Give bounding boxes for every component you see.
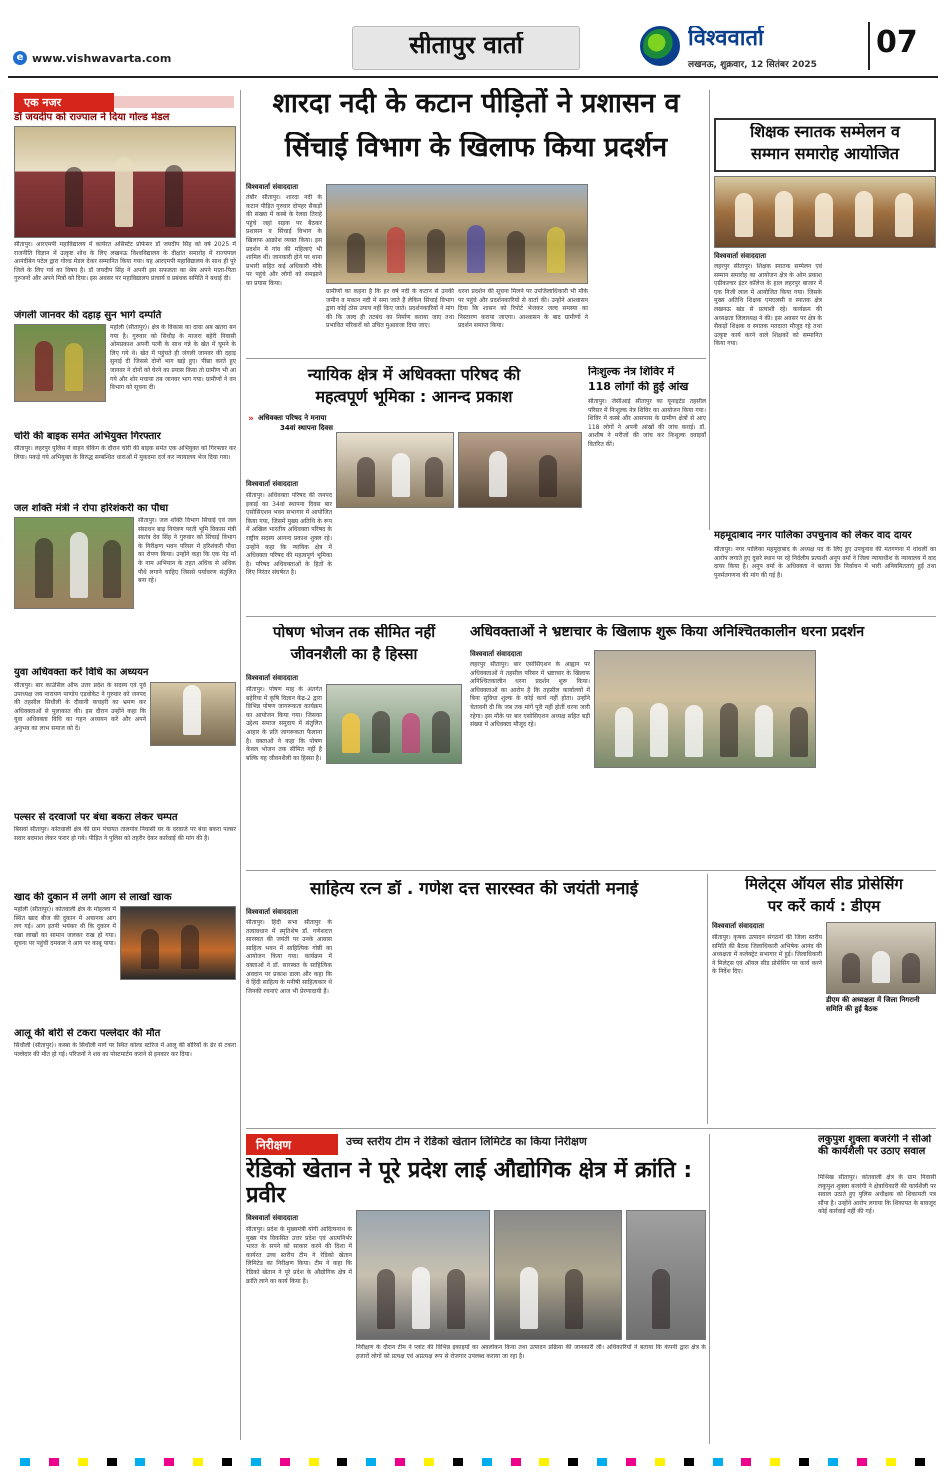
lead-headline-2: सिंचाई विभाग के खिलाफ किया प्रदर्शन <box>284 132 668 163</box>
rediko-photo-3 <box>626 1210 706 1340</box>
poshan-body-b <box>326 768 462 866</box>
right-col-divider <box>709 90 710 530</box>
lead-body-d <box>592 184 706 354</box>
rediko-body-2: निरीक्षण के दौरान टीम ने प्लांट की विभिन्न इकाइयों का अवलोकन किया तथा उत्पादन प्रक्रिया की जानकारी ली। अधिकारियों ने बताया कि कंपनी द्वारा क्षेत्र के हजारों लोगों को प्रत्यक्ष एवं अप्रत्यक्ष रूप से रोजगार उपलब्ध कराया जा रहा है। <box>356 1344 706 1360</box>
millets-body: सीतापुर। कृषक उत्पादन संगठनों की जिला स्तरीय समिति की बैठक जिलाधिकारी अभिषेक आनंद की अध्यक्षता में कलेक्ट्रेट सभागार में हुई। जिलाधिकारी ने मिलेट्स एवं ऑयल सीड प्रोसेसिंग पर कार्य करने के निर्देश दिए। <box>712 934 822 976</box>
rediko-continued <box>714 1134 814 1442</box>
lucky-body: मिश्रिख सीतापुर। कोतवाली क्षेत्र के ग्राम निवासी लकुपुश शुक्ला बजरंगी ने क्षेत्राधिकारी की कार्यशैली पर सवाल उठाते हुए पुलिस अधीक्षक को शिकायती पत्र सौंपा है। उन्होंने आरोप लगाया कि शिकायत के बावजूद कोई कार्रवाई नहीं की गई। <box>818 1174 936 1216</box>
s2-body: महोली (सीतापुर)। क्षेत्र के विकास का दावा अब खतरा बन गया है। गुरुवार को सिधौड़ के माजरा बहेरी निवासी ओमप्रकाश अपनी पत्नी के साथ गन्ने के खेत में घूमने के लिए गये थे। खेत में पहुंचते ही जंगली जानवर की दहाड़ सुनाई दी जिससे दोनों भाग खड़े हुए। पीछा करते हुए जानवर ने दोनों को घेरने का प्रयास किया तो ग्रामीण भी आ गये और शोर मचाया तब जानवर भाग गया। ग्रामीणों ने वन विभाग को सूचना दी। <box>110 324 236 392</box>
advocate-pull-1: अधिवक्ता परिषद ने मनाया <box>258 414 327 422</box>
dateline: लखनऊ, शुक्रवार, 12 सितंबर 2025 <box>688 60 817 70</box>
s5-title: युवा अधिवक्ता करें विधि का अध्ययन <box>14 667 149 678</box>
eyecamp-headline-2: 118 लोगों की हुई आंख <box>588 381 689 393</box>
s6-body: बिसवां सीतापुर। कोतवाली क्षेत्र की ग्राम पंचायत तालगांव निवासी घर के दरवाजे पर बंधा बकरा पल्सर सवार बदमाश लेकर फरार हो गये। पीड़ित ने पुलिस को तहरीर देकर कार्रवाई की मांग की है। <box>14 826 236 842</box>
s7-body: महोली (सीतापुर)। कोतवाली क्षेत्र के मोहल्ला में स्थित खाद बीज की दुकान में अचानक आग लग गई। आग इतनी भयंकर थी कि दुकान में रखा लाखों का सामान जलकर राख हो गया। सूचना पर पहुंची दमकल ने आग पर काबू पाया। <box>14 906 116 948</box>
rediko-body: सीतापुर। प्रदेश के मुख्यमंत्री योगी आदित्यनाथ के मुख्य मंत्र विकसित उत्तर प्रदेश एवं आत्मनिर्भर भारत के सपने को साकार करने की दिशा में कार्यरत उच्च स्तरीय टीम ने रेडिको खेतान लिमिटेड का निरीक्षण किया। टीम ने कहा कि रेडिको खेतान ने पूरे प्रदेश के औद्योगिक क्षेत्र में क्रांति लाने का कार्य किया है। <box>246 1226 352 1285</box>
lead-body-a: तंबौर सीतापुर। शारदा नदी के कटान पीड़ित गुरुवार दोपहर सैकड़ों की संख्या में कस्बे के रेलवा तिराहे पहुंचे जहां सड़क पर बैठकर प्रशासन व सिंचाई विभाग के खिलाफ आक्रोश व्यक्त किया। इस प्रदर्शन में गांव की महिलाएं भी शामिल थीं। जानकारी होने पर थाना प्रभारी सहित कई अधिकारी मौके पर पहुंचे और लोगों को समझाने का प्रयास किया। <box>246 194 322 287</box>
poshan-body: सीतापुर। पोषण माह के अंतर्गत बहेरिया में कृषि विज्ञान केंद्र-2 द्वारा विभिन्न पोषण जागरूकता कार्यक्रम का आयोजन किया गया। जिसका उद्देश्य समाज समुदाय में संतुलित आहार के प्रति जागरूकता फैलाना है। वक्ताओं ने कहा कि पोषण केवल भोजन तक सीमित नहीं है बल्कि यह जीवनशैली का हिस्सा है। <box>246 686 322 762</box>
site-url[interactable]: www.vishwavarta.com <box>32 52 172 65</box>
s6-title: पल्सर से दरवाजों पर बंधा बकरा लेकर चम्पत <box>14 812 178 823</box>
color-registration-bar <box>0 1458 945 1468</box>
lead-headline-1: शारदा नदी के कटान पीड़ितों ने प्रशासन व <box>272 88 680 119</box>
dharna-body-c <box>470 770 816 866</box>
rediko-kicker: उच्च स्तरीय टीम ने रेडिको खेतान लिमिटेड का किया निरीक्षण <box>346 1136 587 1148</box>
ganesh-headline: साहित्य रत्न डॉ . गणेश दत्त सारस्वत की जयंती मनाई <box>309 880 639 899</box>
url-icon: e <box>13 51 27 65</box>
lucky-headline: लकुपुश शुक्ला बजरंगी ने सीओ की कार्यशैली पर उठाए सवाल <box>818 1134 932 1157</box>
shikshak-body-cont <box>826 252 936 521</box>
dharna-dateline: विश्ववार्ता संवाददाता <box>470 650 523 658</box>
s1-body: सीतापुर। आरएमपी महाविद्यालय में कार्यरत असिस्टेंट प्रोफेसर डॉ जयदीप सिंह को वर्ष 2025 में राजनीति विज्ञान में उत्कृष्ट शोध के लिए लखनऊ विश्वविद्यालय के दीक्षांत समारोह में राज्यपाल आनंदीबेन पटेल द्वारा गोल्ड मेडल देकर सम्मानित किया गया। यह आरएमपी महाविद्यालय के साथ ही पूरे जिले के लिए गर्व का विषय है। डॉ जयदीप सिंह ने अपनी इस सफलता का श्रेय अपने माता-पिता गुरुजनों और अपने मित्रों को दिया। इस अवसर पर महाविद्यालय प्राचार्य व प्रबंधक समिति ने बधाई दी। <box>14 241 236 283</box>
dharna-headline: अधिवक्ताओं ने भ्रष्टाचार के खिलाफ शुरू किया अनिश्चितकालीन धरना प्रदर्शन <box>470 624 865 640</box>
mid-rule <box>246 616 936 617</box>
eyecamp-headline-1: निःशुल्क नेत्र शिविर में <box>588 366 675 378</box>
ganesh-body-d <box>524 908 614 1123</box>
millets-body-b <box>826 1018 936 1124</box>
advocate-body-b <box>336 512 456 612</box>
s1-photo <box>14 126 236 238</box>
ganesh-body-c <box>430 908 520 1123</box>
dharna-body-b <box>820 650 936 866</box>
shikshak-dateline: विश्ववार्ता संवाददाता <box>714 252 767 260</box>
s7-title: खाद की दुकान में लगी आग से लाखों खाक <box>14 892 172 903</box>
lead-photo <box>326 184 588 284</box>
header-rule <box>8 76 938 78</box>
ganesh-dateline: विश्ववार्ता संवाददाता <box>246 908 299 916</box>
s4-photo <box>14 517 134 609</box>
shikshak-headline-1: शिक्षक स्नातक सम्मेलन व <box>750 123 900 141</box>
millets-caption: डीएम की अध्यक्षता में जिला निगरानी समिति की हुई बैठक <box>826 996 920 1013</box>
s1-title: डॉ जयदीप को राज्पाल ने दिया गोल्ड मेडल <box>14 112 170 123</box>
advocate-pull-2: 34वां स्थापना दिवस <box>280 424 334 432</box>
ganesh-body: सीतापुर। हिंदी सभा सीतापुर के तत्वावधान में स्मृतिशेष डॉ. गणेशदत्त सारस्वत की जयंती पर उनके आवास साहित्य भवन में साहित्यिक गोष्ठी का आयोजन किया गया। कार्यक्रम में वक्ताओं ने डॉ. सारस्वत के साहित्यिक अवदान पर प्रकाश डाला और कहा कि वे हिंदी साहित्य के मनीषी साहित्यकार थे जिनकी रचनाएं आज भी प्रेरणादायी हैं। <box>246 919 332 995</box>
s3-body: सीतापुर। लहरपुर पुलिस ने वाहन चेकिंग के दौरान चोरी की बाइक समेत एक अभियुक्त को गिरफ्तार कर लिया। पकड़े गये अभियुक्त के विरुद्ध सम्बन्धित धाराओं में मुकदमा दर्ज कर न्यायालय भेज दिया गया। <box>14 445 236 461</box>
brand-name: विश्ववार्ता <box>688 26 764 51</box>
s4-title: जल शक्ति मंत्री ने रोपा हरिशंकरी का पौधा <box>14 503 169 514</box>
poshan-photo <box>326 684 462 764</box>
advocate-photo-1 <box>336 432 454 508</box>
millets-dateline: विश्ववार्ता संवाददाता <box>712 922 765 930</box>
s8-body: सिधौली (सीतापुर)। कस्बा के सिधौली मार्ग पर स्थित कोल्ड स्टोरेज में आलू की बोरियाँ के ढेर से टकरा पल्लेदार की मौत हो गई। परिजनों ने शव का पोस्टमार्टम कराने से इनकार कर दिया। <box>14 1042 236 1058</box>
s2-photo <box>14 324 106 402</box>
millets-headline-1: मिलेट्स ऑयल सीड प्रोसेसिंग <box>745 876 903 893</box>
page-number: 07 <box>876 26 918 60</box>
s8-title: आलू की बोरी से टकरा पल्लेदार की मौत <box>14 1028 161 1039</box>
poshan-headline-2: जीवनशैली का है हिस्सा <box>290 646 418 663</box>
rediko-photo-1 <box>356 1210 490 1340</box>
lead-rule <box>246 358 706 359</box>
lead-body-b: ग्रामीणों का कहना है कि हर वर्ष नदी के कटान से उनकी जमीन व मकान नदी में समा जाते हैं लेकिन सिंचाई विभाग द्वारा कोई ठोस उपाय नहीं किए जाते। प्रदर्शनकारियों ने मांग की कि जल्द ही तटबंध का निर्माण कराया जाए तथा प्रभावित परिवारों को उचित मुआवजा दिया जाए। <box>326 288 454 330</box>
ganesh-body-e <box>618 908 702 1123</box>
advocate-body-c <box>460 512 582 612</box>
advocate-body: सीतापुर। अधिवक्ता परिषद की जनपद इकाई का 34वां स्थापना दिवस बार एसोसिएशन भवन सभागार में आयोजित किया गया, जिसमें मुख्य अतिथि के रूप में अखिल भारतीय अधिवक्ता परिषद के राष्ट्रीय सदस्य आनन्द प्रकाश शुक्ल रहे। उन्होंने कहा कि न्यायिक क्षेत्र में अधिवक्ता परिषद की महत्वपूर्ण भूमिका है। परिषद अधिवक्ताओं के हितों के लिए निरंतर संघर्षरत है। <box>246 492 332 577</box>
advocate-headline-2: महत्वपूर्ण भूमिका : आनन्द प्रकाश <box>315 388 513 406</box>
millets-headline-2: पर करें कार्य : डीएम <box>767 898 881 915</box>
rediko-headline: रेडिको खेतान ने पूरे प्रदेश लाई औद्योगिक क्षेत्र में क्रांति : प्रवीर <box>246 1158 693 1209</box>
ek-nazar-tag: एक नजर <box>14 93 114 112</box>
shikshak-body: लहरपुर सीतापुर। शिक्षक स्नातक सम्मेलन एवं सम्मान समारोह का आयोजन क्षेत्र के ओम प्रकाश एग्रीकल्चर इंटर कॉलेज के हाल लहरपुर बाजार में एक निजी लाल में आयोजित किया गया। जिसके मुख्य अतिथि शिक्षक एमएलसी व स्नातक क्षेत्र लखनऊ खंड से प्रत्याशी रहे। कार्यक्रम की अध्यक्षता जिलाध्यक्ष ने की। इस अवसर पर क्षेत्र के सैकड़ों शिक्षक व स्नातक मतदाता मौजूद रहे तथा उत्कृष्ट कार्य करने वाले शिक्षकों को सम्मानित किया गया। <box>714 263 822 348</box>
millets-divider <box>707 874 708 1124</box>
dharna-photo <box>594 650 816 768</box>
s7-photo <box>120 906 236 980</box>
rediko-tag: निरीक्षण <box>246 1134 338 1155</box>
advocate-pull-marker: » <box>248 414 254 424</box>
poshan-headline-1: पोषण भोजन तक सीमित नहीं <box>272 624 436 641</box>
poshan-dateline: विश्ववार्ता संवाददाता <box>246 674 299 682</box>
rediko-dateline: विश्ववार्ता संवाददाता <box>246 1214 299 1222</box>
mid-rule-3 <box>246 1128 936 1129</box>
rediko-photo-2 <box>494 1210 622 1340</box>
millets-photo <box>826 922 936 994</box>
left-col-divider <box>240 90 241 1440</box>
shikshak-photo <box>714 176 936 248</box>
s5-photo <box>150 682 236 746</box>
section-title: सीतापुर वार्ता <box>409 32 523 59</box>
dharna-body: लहरपुर सीतापुर। बार एसोसिएशन के आह्वान पर अधिवक्ताओं ने तहसील परिसर में भ्रष्टाचार के खिलाफ अनिश्चितकालीन धरना प्रदर्शन शुरू किया। अधिवक्ताओं का आरोप है कि तहसील कार्यालयों में बिना सुविधा शुल्क के कोई कार्य नहीं होता। उन्होंने चेतावनी दी कि जब तक मांगें पूरी नहीं होतीं धरना जारी रहेगा। इस मौके पर बार एसोसिएशन अध्यक्ष सहित बड़ी संख्या में अधिवक्ता मौजूद रहे। <box>470 661 590 729</box>
s4-body-cont <box>14 612 134 662</box>
advocate-photo-2 <box>458 432 582 508</box>
s4-body: सीतापुर। जल शक्ति विभाग सिंचाई एवं जल संसाधन बाढ़ नियंत्रण परती भूमि विकास मंत्री स्वतंत्र देव सिंह ने गुरुवार को सिंचाई विभाग के निरीक्षण भवन परिसर में हरिशंकरी पौधा का रोपण किया। उन्होंने कहा कि एक पेड़ माँ के नाम अभियान के तहत अधिक से अधिक पौधे लगाने चाहिए जिससे पर्यावरण संतुलित बना रहे। <box>138 517 236 585</box>
s5-body: सीतापुर। बार काउंसिल ऑफ उत्तर प्रदेश के सदस्य एवं पूर्व उपाध्यक्ष जय नारायण पाण्डेय एडवोकेट ने गुरुवार को जनपद की तहसील सिधौली के दीवानी कचहरी का भ्रमण कर अधिवक्ताओं से मुलाकात की। इस दौरान उन्होंने कहा कि युवा अधिवक्ता विधि का गहन अध्ययन करें और अपने अनुभव का लाभ समाज को दें। <box>14 682 146 732</box>
lead-body-c: धरना प्रदर्शन की सूचना मिलने पर उपजिलाधिकारी भी मौके पर पहुंचे और प्रदर्शनकारियों से वार्ता की। उन्होंने आश्वासन दिया कि शासन को रिपोर्ट भेजकर जल्द समस्या का निस्तारण कराया जाएगा। आश्वासन के बाद ग्रामीणों ने प्रदर्शन समाप्त किया। <box>458 288 588 330</box>
shikshak-headline-2: सम्मान समारोह आयोजित <box>751 145 899 163</box>
s2-title: जंगली जानवर की दहाड़ सुन भागे दम्पति <box>14 310 162 321</box>
mahmudabad-headline: महमूदाबाद नगर पालिका उपचुनाव को लेकर वाद दायर <box>714 530 912 541</box>
lucky-divider <box>709 1134 710 1444</box>
advocate-headline-1: न्यायिक क्षेत्र में अधिवक्ता परिषद की <box>307 366 521 384</box>
page-number-box <box>868 22 870 70</box>
s2-body-cont <box>14 405 236 430</box>
mid-rule-2 <box>246 870 936 871</box>
brand-logo-icon <box>640 26 680 66</box>
advocate-dateline: विश्ववार्ता संवाददाता <box>246 480 299 488</box>
eyecamp-body: सीतापुर। जेसीआई सीतापुर का यूनाइटेड तहसील परिसर में निःशुल्क नेत्र शिविर का आयोजन किया गया। शिविर में कस्बे और आसपास के ग्रामीण क्षेत्रों से आए 118 लोगों ने अपनी आंखों की जांच कराई। डॉ. आशीष ने मरीजों की जांच कर निःशुल्क दवाइयाँ वितरित कीं। <box>588 398 706 448</box>
mahmudabad-body: सीतापुर। नगर पालिका महमूदाबाद के अध्यक्ष पद के लिए हुए उपचुनाव की मतगणना में धांधली का आरोप लगाते हुए दूसरे स्थान पर रहे निर्दलीय प्रत्याशी अनूप वर्मा ने जिला न्यायाधीश के न्यायालय में वाद दायर किया है। अनूप वर्मा के अधिवक्ता ने बताया कि निर्वाचन में भारी अनियमितताएं हुईं तथा पुनर्मतगणना की मांग की गई है। <box>714 546 936 579</box>
ek-nazar-tag-bar <box>114 96 234 108</box>
lead-dateline: विश्ववार्ता संवाददाता <box>246 183 299 191</box>
s3-title: चोरी की बाइक समेत अभियुक्त गिरफ्तार <box>14 431 161 442</box>
ganesh-body-b <box>336 908 426 1123</box>
